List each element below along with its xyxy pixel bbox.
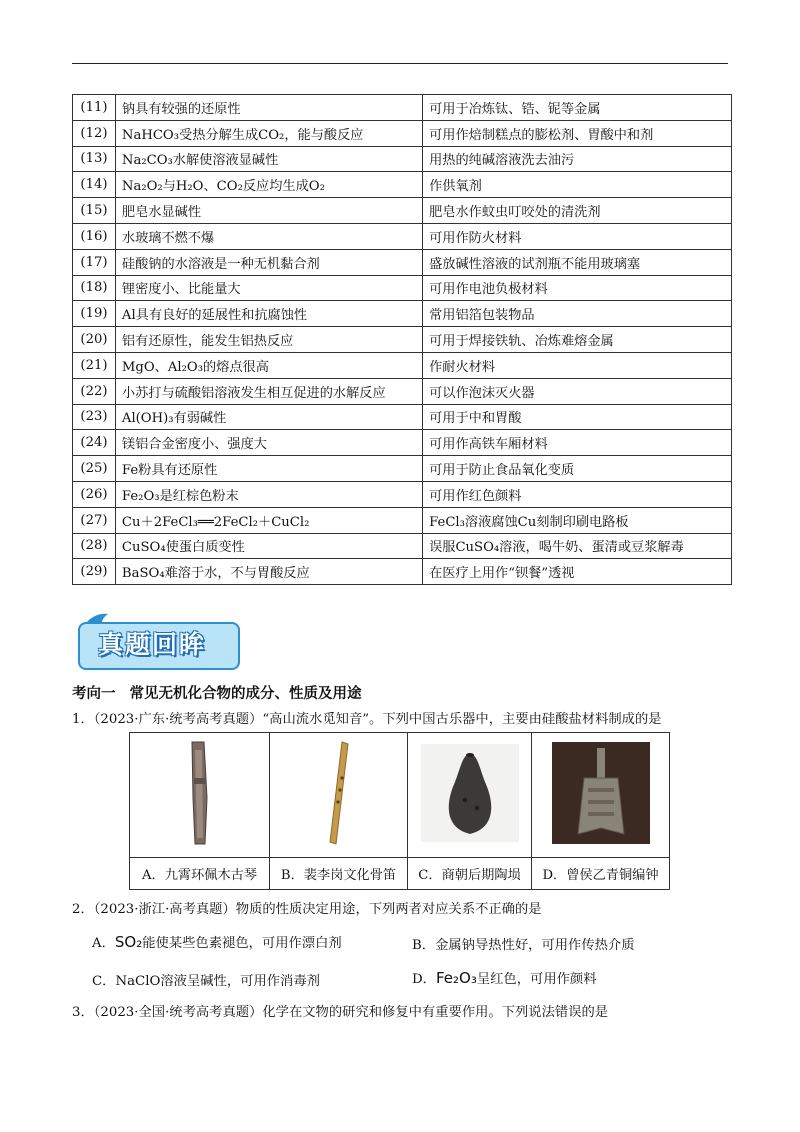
property-cell: Al具有良好的延展性和抗腐蚀性 (115, 301, 422, 327)
use-cell: 常用铝箔包装物品 (423, 301, 732, 327)
use-cell: 误服CuSO₄溶液，喝牛奶、蛋清或豆浆解毒 (423, 533, 732, 559)
property-cell: BaSO₄难溶于水，不与胃酸反应 (115, 559, 422, 585)
use-cell: 可用于中和胃酸 (423, 404, 732, 430)
row-number: (27) (73, 507, 116, 533)
use-cell: 盛放碱性溶液的试剂瓶不能用玻璃塞 (423, 249, 732, 275)
q2-option-a-text: 能使某些色素褪色，可用作漂白剂 (142, 936, 342, 951)
question-3: 3．（2023·全国·统考高考真题）化学在文物的研究和修复中有重要作用。下列说法错误的是 (72, 1005, 609, 1020)
property-cell: 小苏打与硫酸铝溶液发生相互促进的水解反应 (115, 378, 422, 404)
bronze-bell-icon (546, 738, 656, 848)
banner-title: 真题回眸 (98, 630, 207, 659)
q2-option-c: C．NaClO溶液呈碱性，可用作消毒剂 (92, 974, 320, 989)
option-b-image-cell (270, 733, 408, 858)
use-cell: 可用作红色颜料 (423, 481, 732, 507)
section-label: 考向一 (72, 686, 116, 702)
section-heading (72, 682, 362, 703)
table-row (73, 95, 732, 121)
row-number: (15) (73, 198, 116, 224)
row-number: (14) (73, 172, 116, 198)
q2-option-a (92, 932, 342, 951)
use-cell: 可以作泡沫灭火器 (423, 378, 732, 404)
row-number: (23) (73, 404, 116, 430)
row-number: (20) (73, 327, 116, 353)
table-row (73, 430, 732, 456)
property-cell: Fe₂O₃是红棕色粉末 (115, 481, 422, 507)
use-cell: 可用作电池负极材料 (423, 275, 732, 301)
use-cell: 作供氧剂 (423, 172, 732, 198)
property-cell: NaHCO₃受热分解生成CO₂，能与酸反应 (115, 120, 422, 146)
instrument-options-table (129, 732, 670, 890)
option-b-caption: B．裴李岗文化骨笛 (270, 858, 408, 890)
property-cell: 水玻璃不燃不爆 (115, 223, 422, 249)
row-number: (17) (73, 249, 116, 275)
use-cell: 用热的纯碱溶液洗去油污 (423, 146, 732, 172)
row-number: (18) (73, 275, 116, 301)
property-use-table (72, 94, 732, 585)
question-1: 1．（2023·广东·统考高考真题）“高山流水觅知音”。下列中国古乐器中，主要由硅酸盐材料制成的是 (72, 712, 662, 727)
table-row (73, 533, 732, 559)
table-row (73, 172, 732, 198)
q2-option-d (412, 968, 597, 987)
table-row (73, 120, 732, 146)
pottery-xun-icon (415, 738, 525, 848)
row-number: (13) (73, 146, 116, 172)
section-banner (74, 606, 240, 670)
property-cell: MgO、Al₂O₃的熔点很高 (115, 352, 422, 378)
table-row (73, 404, 732, 430)
use-cell: 可用作高铁车厢材料 (423, 430, 732, 456)
row-number: (24) (73, 430, 116, 456)
wooden-guqin-icon (180, 738, 220, 848)
property-cell: Na₂O₂与H₂O、CO₂反应均生成O₂ (115, 172, 422, 198)
option-d-image-cell (532, 733, 670, 858)
table-row (73, 378, 732, 404)
table-row (73, 223, 732, 249)
table-row (73, 481, 732, 507)
row-number: (28) (73, 533, 116, 559)
section-title: 常见无机化合物的成分、性质及用途 (129, 686, 362, 702)
row-number: (29) (73, 559, 116, 585)
q2-option-b: B．金属钠导热性好，可用作传热介质 (412, 938, 635, 953)
table-row (73, 456, 732, 482)
property-cell: 肥皂水显碱性 (115, 198, 422, 224)
table-row (73, 146, 732, 172)
option-a-caption: A．九霄环佩木古琴 (130, 858, 270, 890)
property-cell: CuSO₄使蛋白质变性 (115, 533, 422, 559)
use-cell: 可用作防火材料 (423, 223, 732, 249)
row-number: (26) (73, 481, 116, 507)
property-cell: Al(OH)₃有弱碱性 (115, 404, 422, 430)
row-number: (25) (73, 456, 116, 482)
option-d-caption: D．曾侯乙青铜编钟 (532, 858, 670, 890)
row-number: (12) (73, 120, 116, 146)
header-rule (72, 63, 728, 64)
property-cell: 锂密度小、比能量大 (115, 275, 422, 301)
row-number: (22) (73, 378, 116, 404)
row-number: (19) (73, 301, 116, 327)
table-row (73, 559, 732, 585)
table-row (73, 275, 732, 301)
use-cell: 可用于冶炼钛、锆、铌等金属 (423, 95, 732, 121)
option-a-image-cell (130, 733, 270, 858)
property-cell: 铝有还原性，能发生铝热反应 (115, 327, 422, 353)
use-cell: 肥皂水作蚊虫叮咬处的清洗剂 (423, 198, 732, 224)
property-cell: Cu＋2FeCl₃══2FeCl₂＋CuCl₂ (115, 507, 422, 533)
table-row (73, 352, 732, 378)
q2-option-d-text: 呈红色，可用作颜料 (476, 972, 597, 987)
row-number: (21) (73, 352, 116, 378)
bone-flute-icon (314, 738, 364, 848)
table-row (73, 327, 732, 353)
option-c-image-cell (408, 733, 532, 858)
use-cell: 在医疗上用作“钡餐”透视 (423, 559, 732, 585)
property-cell: Fe粉具有还原性 (115, 456, 422, 482)
row-number: (11) (73, 95, 116, 121)
table-row (73, 507, 732, 533)
q2-option-d-formula: Fe₂O₃ (435, 969, 477, 987)
use-cell: 可用作焙制糕点的膨松剂、胃酸中和剂 (423, 120, 732, 146)
property-cell: 硅酸钠的水溶液是一种无机黏合剂 (115, 249, 422, 275)
q2-option-d-prefix: D． (412, 972, 436, 987)
q2-option-a-formula: SO₂ (114, 933, 143, 951)
option-c-caption: C．商朝后期陶埙 (408, 858, 532, 890)
property-cell: 镁铝合金密度小、强度大 (115, 430, 422, 456)
table-row (73, 198, 732, 224)
use-cell: FeCl₃溶液腐蚀Cu刻制印刷电路板 (423, 507, 732, 533)
property-cell: Na₂CO₃水解使溶液显碱性 (115, 146, 422, 172)
use-cell: 作耐火材料 (423, 352, 732, 378)
table-row (73, 249, 732, 275)
property-cell: 钠具有较强的还原性 (115, 95, 422, 121)
use-cell: 可用于焊接铁轨、冶炼难熔金属 (423, 327, 732, 353)
question-2: 2．（2023·浙江·高考真题）物质的性质决定用途，下列两者对应关系不正确的是 (72, 902, 542, 917)
use-cell: 可用于防止食品氧化变质 (423, 456, 732, 482)
q2-option-a-prefix: A． (92, 936, 115, 951)
table-row (73, 301, 732, 327)
row-number: (16) (73, 223, 116, 249)
